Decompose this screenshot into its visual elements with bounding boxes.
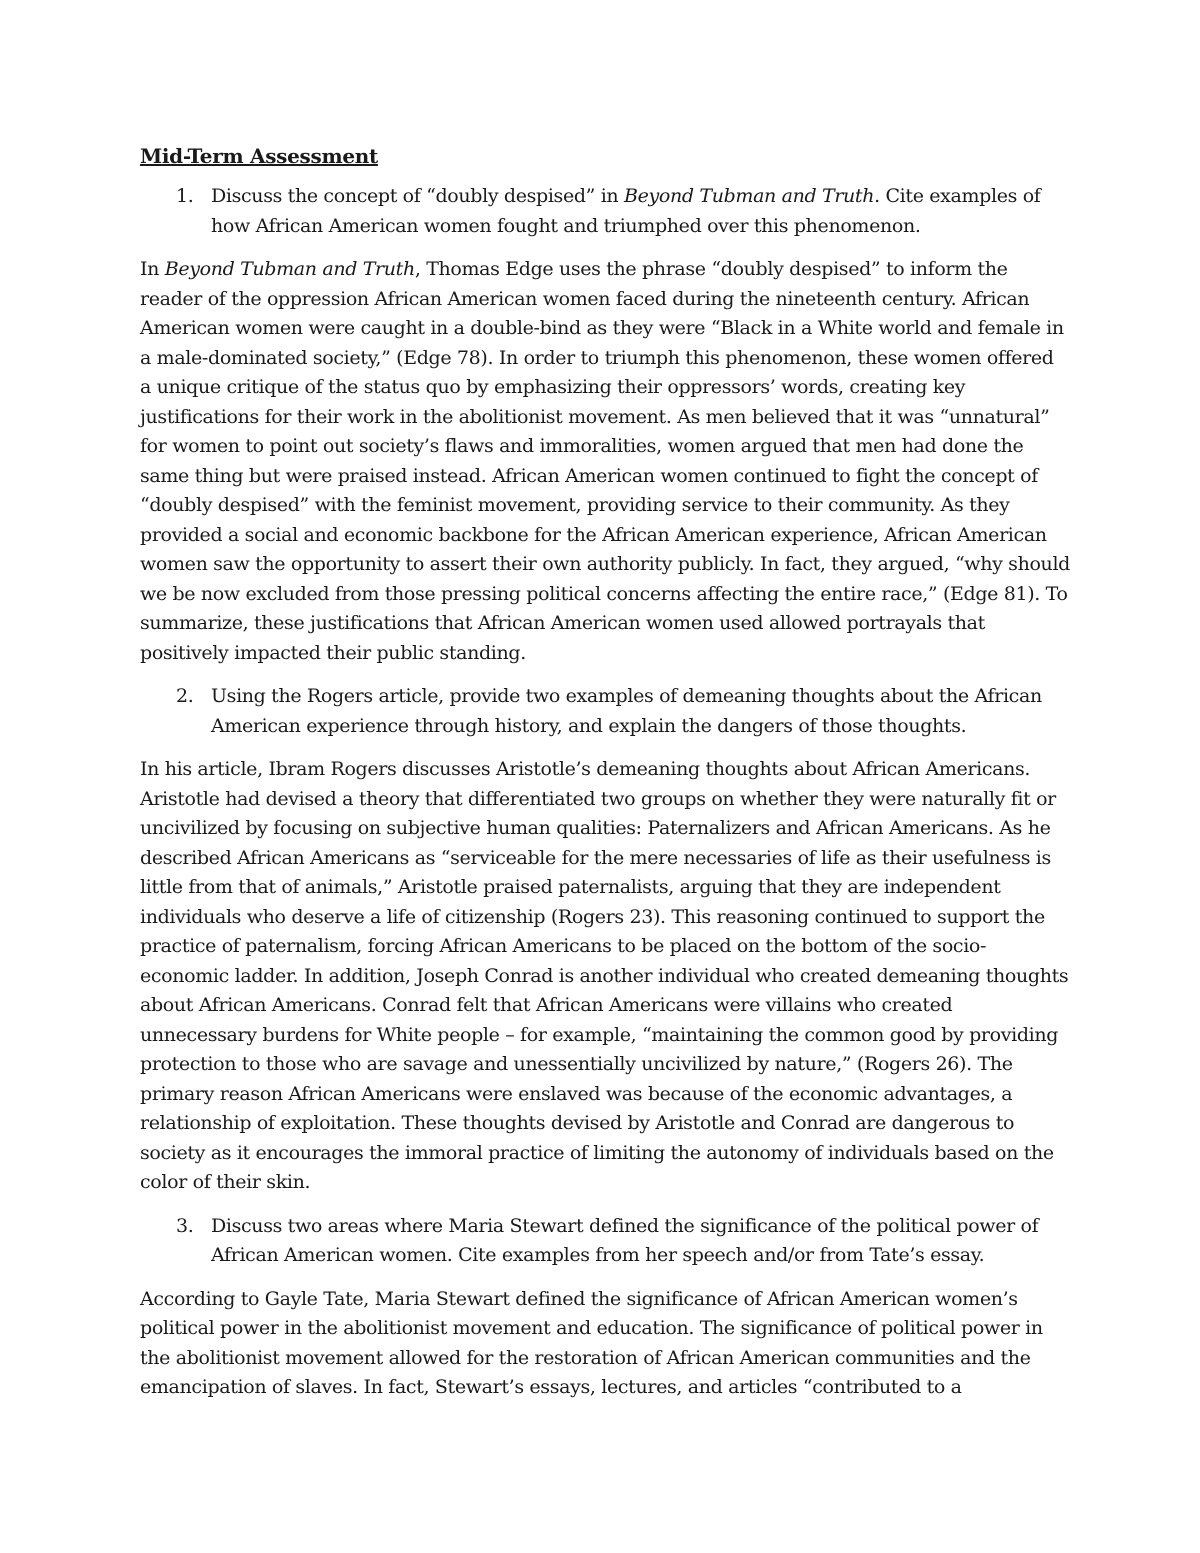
answer-1 xyxy=(140,255,1070,668)
question-text: Discuss the concept of “doubly despised” in xyxy=(211,185,625,207)
answer-text: , Thomas Edge uses the phrase “doubly despised” to inform the reader of the oppression African American women faced during the nineteenth century. African American women were caught in a double-bind as they were “Black in a White world and female in a male-dominated society,” (Edge 78). In order to triumph this phenomenon, these women offered a unique critique of the status quo by emphasizing their oppressors’ words, creating key justifications for their work in the abolitionist movement. As men believed that it was “unnatural” for women to point out society’s flaws and immoralities, women argued that men had done the same thing but were praised instead. African American women continued to fight the concept of “doubly despised” with the feminist movement, providing service to their community. As they provided a social and economic backbone for the African American experience, African American women saw the opportunity to assert their own authority publicly. In fact, they argued, “why should we be now excluded from those pressing political concerns affecting the entire race,” (Edge 81). To summarize, these justifications that African American women used allowed portrayals that positively impacted their public standing. xyxy=(140,258,1070,664)
question-text: Discuss two areas where Maria Stewart defined the significance of the political power of African American women. Cite examples from her speech and/or from Tate’s essay. xyxy=(211,1214,1039,1266)
question-number: 2. xyxy=(176,685,194,707)
book-title: Beyond Tubman and Truth xyxy=(624,185,875,207)
question-text: . Cite examples of how African American women fought and triumphed over this phenomenon. xyxy=(211,185,1041,237)
question-1 xyxy=(140,182,1070,241)
question-2 xyxy=(140,682,1070,741)
answer-text: In xyxy=(140,258,165,280)
document-page xyxy=(140,142,1070,1417)
question-text: Using the Rogers article, provide two examples of demeaning thoughts about the African American experience through history, and explain the dangers of those thoughts. xyxy=(211,685,1042,737)
answer-text: In his article, Ibram Rogers discusses Aristotle’s demeaning thoughts about African Americans. Aristotle had devised a theory that differentiated two groups on whether they were naturally fit or uncivilized by focusing on subjective human qualities: Paternalizers and African Americans. As he described African Americans as “serviceable for the mere necessaries of life as their usefulness is little from that of animals,” Aristotle praised paternalists, arguing that they are independent individuals who deserve a life of citizenship (Rogers 23). This reasoning continued to support the practice of paternalism, forcing African Americans to be placed on the bottom of the socio-economic ladder. In addition, Joseph Conrad is another individual who created demeaning thoughts about African Americans. Conrad felt that African Americans were villains who created unnecessary burdens for White people – for example, “maintaining the common good by providing protection to those who are savage and unessentially uncivilized by nature,” (Rogers 26). The primary reason African Americans were enslaved was because of the economic advantages, a relationship of exploitation. These thoughts devised by Aristotle and Conrad are dangerous to society as it encourages the immoral practice of limiting the autonomy of individuals based on the color of their skin. xyxy=(140,758,1069,1193)
book-title: Beyond Tubman and Truth xyxy=(164,258,415,280)
answer-2 xyxy=(140,755,1070,1198)
question-number: 3. xyxy=(176,1214,194,1237)
answer-3 xyxy=(140,1285,1070,1403)
question-number: 1. xyxy=(176,185,194,207)
question-3 xyxy=(140,1212,1070,1271)
page-title: Mid-Term Assessment xyxy=(140,144,378,168)
answer-text: According to Gayle Tate, Maria Stewart defined the significance of African American women’s political power in the abolitionist movement and education. The significance of political power in the abolitionist movement allowed for the restoration of African American communities and the emancipation of slaves. In fact, Stewart’s essays, lectures, and articles “contributed to a xyxy=(140,1287,1043,1398)
